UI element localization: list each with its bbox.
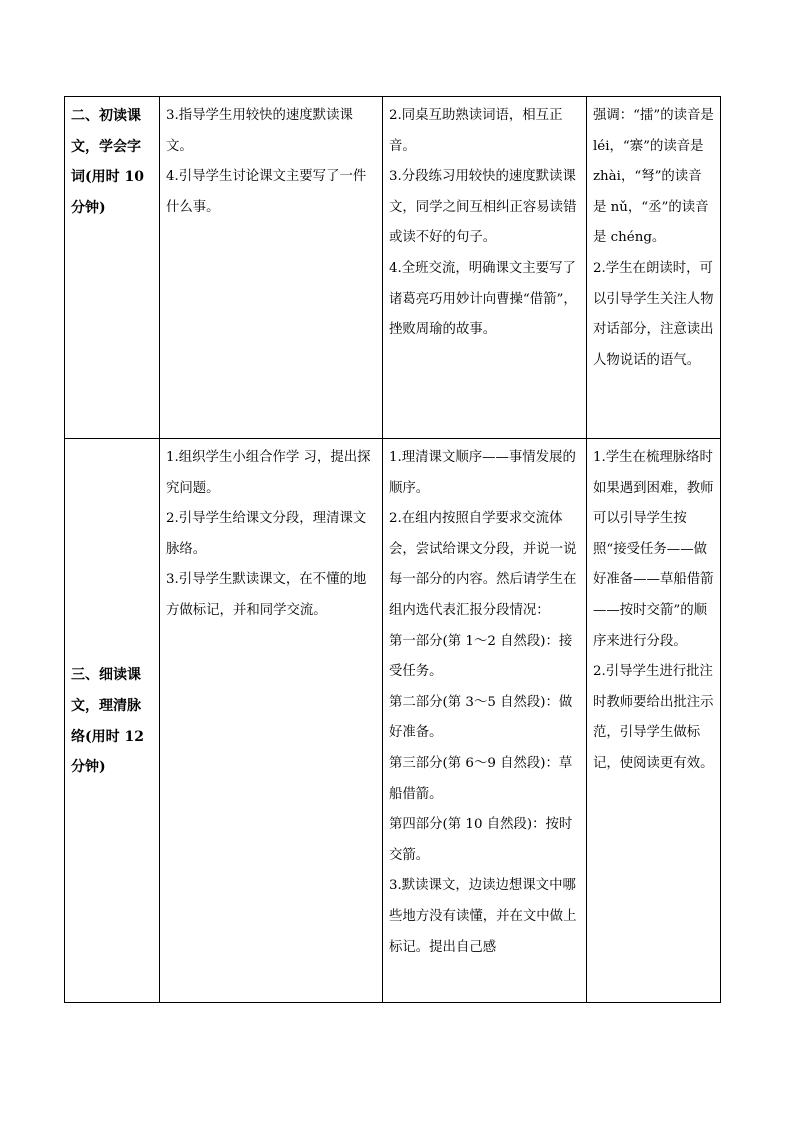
lesson-plan-table: [64, 96, 721, 1003]
teacher-step: 4.引导学生讨论课文主要写了一件什么事。: [166, 169, 367, 215]
student-step: 3.分段练习用较快的速度默读课文，同学之间互相纠正容易读错或读不好的句子。: [389, 169, 577, 246]
student-step: 4.全班交流，明确课文主要写了诸葛亮巧用妙计向曹操“借箭”，挫败周瑜的故事。: [389, 260, 577, 338]
stage-cell: 三、细读课文，理清脉络(用时 12 分钟): [65, 439, 160, 1003]
teacher-step: 3.指导学生用较快的速度默读课文。: [166, 108, 353, 154]
note-item: 强调：“擂”的读音是 léi，“寨”的读音是 zhài，“弩”的读音是 nǔ，“丞”的读音是 chéng。: [593, 108, 714, 246]
student-step: 1.理清课文顺序——事情发展的顺序。: [389, 450, 576, 496]
table-row: [65, 439, 721, 1003]
teacher-step: 3.引导学生默读课文，在不懂的地方做标记，并和同学交流。: [166, 572, 367, 618]
notes-cell: [587, 97, 721, 439]
student-step: 2.同桌互助熟读词语，相互正音。: [389, 108, 563, 154]
student-step: 第三部分(第 6～9 自然段)：草船借箭。: [389, 755, 573, 802]
student-step: 第四部分(第 10 自然段)：按时交箭。: [389, 817, 573, 863]
teacher-activity-cell: [160, 439, 383, 1003]
student-step: 3.默读课文，边读边想课文中哪些地方没有读懂，并在文中做上标记。提出自己感: [389, 878, 577, 955]
student-step: 第二部分(第 3～5 自然段)：做好准备。: [389, 694, 573, 741]
teacher-step: 2.引导学生给课文分段，理清课文脉络。: [166, 511, 367, 557]
student-step: 2.在组内按照自学要求交流体会，尝试给课文分段，并说一说每一部分的内容。然后请学生在组内选代表汇报分段情况：: [389, 511, 577, 618]
note-item: 1.学生在梳理脉络时如果遇到困难，教师可以引导学生按照“接受任务——做好准备——草船借箭——按时交箭”的顺序来进行分段。: [593, 450, 714, 649]
note-item: 2.学生在朗读时，可以引导学生关注人物对话部分，注意读出人物说话的语气。: [593, 260, 714, 368]
student-activity-cell: [383, 97, 587, 439]
note-item: 2.引导学生进行批注时教师要给出批注示范，引导学生做标记，使阅读更有效。: [593, 664, 714, 771]
student-activity-cell: [383, 439, 587, 1003]
stage-cell: 二、初读课文，学会字词(用时 10 分钟): [65, 97, 160, 439]
teacher-step: 1.组织学生小组合作学 习，提出探究问题。: [166, 450, 371, 496]
table-row: [65, 97, 721, 439]
student-step: 第一部分(第 1～2 自然段)：接受任务。: [389, 633, 573, 680]
notes-cell: [587, 439, 721, 1003]
teacher-activity-cell: [160, 97, 383, 439]
